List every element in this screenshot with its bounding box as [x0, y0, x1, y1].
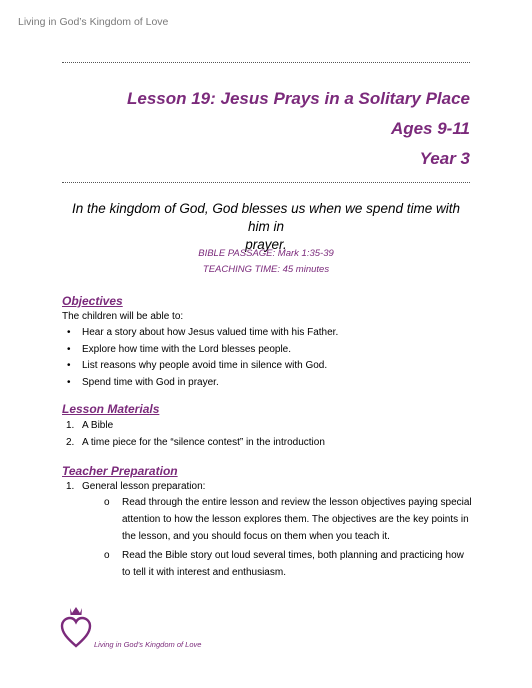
list-text: A Bible — [82, 420, 114, 431]
crown-heart-logo-icon — [60, 602, 92, 650]
materials-heading: Lesson Materials — [62, 402, 160, 416]
teaching-time: TEACHING TIME: 45 minutes — [202, 264, 330, 275]
sub-bullet-mark: o — [104, 497, 110, 508]
footer-text: Living in God’s Kingdom of Love — [94, 640, 202, 649]
running-header: Living in God’s Kingdom of Love — [18, 16, 169, 28]
list-text: A time piece for the “silence contest” in the introduction — [82, 437, 325, 448]
list-text: Read the Bible story out loud several times, both planning and practicing how to tell it with interest and enthusiasm. — [122, 550, 464, 578]
list-text: General lesson preparation: — [82, 481, 206, 492]
list-number: 1. — [66, 481, 75, 492]
sub-bullet-mark: o — [104, 550, 110, 561]
lesson-ages: Ages 9-11 — [390, 119, 470, 138]
list-item: • Explore how time with the Lord blesses people. — [62, 343, 472, 360]
bible-passage: BIBLE PASSAGE: Mark 1:35-39 — [198, 248, 334, 259]
list-item — [62, 419, 472, 436]
lesson-year: Year 3 — [419, 149, 470, 168]
list-item: • Spend time with God in prayer. — [62, 376, 472, 393]
top-divider — [62, 62, 470, 63]
list-item: • Hear a story about how Jesus valued time with his Father. — [62, 326, 472, 343]
list-item — [62, 436, 472, 453]
list-number: 2. — [66, 437, 75, 448]
bottom-divider — [62, 182, 470, 183]
list-number: 1. — [66, 420, 75, 431]
list-item — [100, 494, 472, 545]
lesson-title: Lesson 19: Jesus Prays in a Solitary Place — [126, 89, 470, 108]
theme-line-2: prayer. — [245, 237, 287, 252]
list-item: • List reasons why people avoid time in silence with God. — [62, 359, 472, 376]
list-item — [100, 547, 472, 581]
preparation-heading: Teacher Preparation — [62, 464, 178, 478]
objectives-heading: Objectives — [62, 294, 123, 308]
objectives-list — [62, 326, 472, 393]
preparation-sub-list — [100, 494, 472, 583]
lesson-theme — [62, 200, 470, 254]
list-text: Read through the entire lesson and review the lesson objectives paying special attention to how the lesson explores them. The objectives are the key points in the lesson, and you should focus on them when you teach it. — [122, 497, 472, 542]
objectives-intro: The children will be able to: — [62, 311, 184, 322]
materials-list — [62, 419, 472, 453]
theme-line-1: In the kingdom of God, God blesses us when we spend time with him in — [72, 201, 460, 234]
